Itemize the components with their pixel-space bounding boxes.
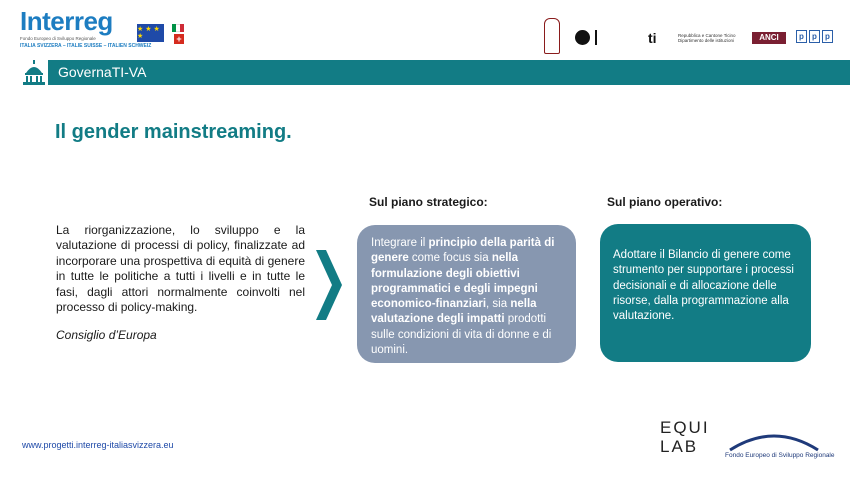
eu-flag-icon <box>137 24 164 42</box>
strategic-text: , sia <box>486 298 511 311</box>
strategic-text-bold: principio della parità di genere <box>371 237 555 265</box>
strategic-text: Integrare il <box>371 237 429 249</box>
strategic-text: come focus sia <box>408 252 492 265</box>
equilab-logo-line1: EQUI <box>660 418 710 437</box>
dome-building-icon <box>20 58 48 86</box>
footer-website-link[interactable]: www.progetti.interreg-italiasvizzera.eu <box>22 440 174 450</box>
ticino-logo-mark: ti <box>648 30 657 46</box>
fesr-label: Fondo Europeo di Sviluppo Regionale <box>725 452 835 459</box>
interreg-logo-program: ITALIA SVIZZERA – ITALIE SUISSE – ITALIEN SCHWEIZ <box>20 43 152 49</box>
title-bar <box>48 60 850 85</box>
partner-logo-divider <box>595 30 597 45</box>
fesr-arc-icon <box>728 428 820 452</box>
ppp-logo-letter: p <box>822 30 833 43</box>
interreg-logo-name: Interreg <box>20 6 113 36</box>
ppp-logo-letter: p <box>809 30 820 43</box>
definition-quote: La riorganizzazione, lo sviluppo e la valutazione di processi di policy, finalizzate ad incorporare una prospettiva di equità di genere in tutte le politiche a tutti i livelli e in tutte le fasi, dagli attori normalmente coinvolti nel processo di policy-making. <box>56 223 305 315</box>
equilab-logo-line2: LAB <box>660 437 699 456</box>
anci-logo: ANCI <box>752 32 786 44</box>
chevron-right-icon <box>316 250 342 320</box>
project-title: GovernaTI-VA <box>58 64 147 80</box>
partner-circle-logo-icon <box>575 30 590 45</box>
interreg-logo-subtitle: Fondo Europeo di Sviluppo Regionale <box>20 36 96 41</box>
strategic-card <box>357 225 576 363</box>
switzerland-flag-icon: + <box>174 34 184 44</box>
ppp-logo <box>796 30 833 43</box>
ppp-logo-letter: p <box>796 30 807 43</box>
quote-author: Consiglio d’Europa <box>56 328 157 342</box>
strategic-text-bold: nella formulazione degli obiettivi programmatici e degli impegni economico-finanziari <box>371 252 538 311</box>
italy-flag-icon <box>172 24 184 32</box>
operative-text: Adottare il Bilancio di genere come strumento per supportare i processi decisionali e di allocazione delle risorse, dalla programmazione alla valutazione. <box>613 249 794 323</box>
page-title: Il gender mainstreaming. <box>55 121 292 143</box>
eu-stars: ★ ★ ★ ★ <box>137 26 160 40</box>
municipality-crest-icon <box>544 18 560 54</box>
equilab-logo <box>660 418 716 458</box>
ticino-logo-text: Repubblica e Cantone Ticino Dipartimento delle istituzioni <box>678 33 736 43</box>
strategic-text: prodotti sulle condizioni di vita di donne e di uomini. <box>371 313 552 357</box>
strategic-heading: Sul piano strategico: <box>369 195 488 209</box>
operative-heading: Sul piano operativo: <box>607 195 723 209</box>
operative-card <box>600 224 811 362</box>
strategic-text-bold: nella valutazione degli impatti <box>371 298 537 326</box>
